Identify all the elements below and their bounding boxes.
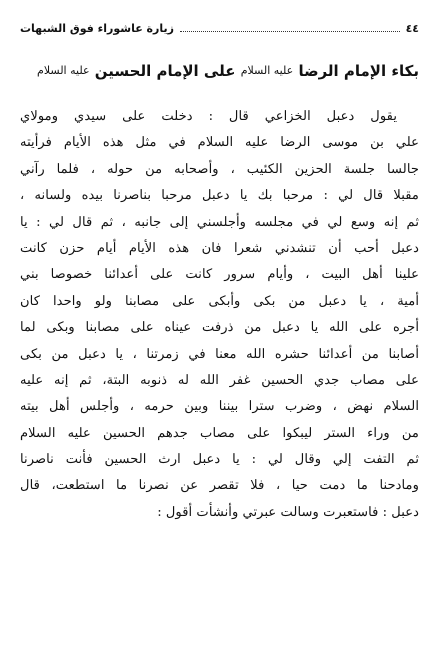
page-number: ٤٤ (405, 22, 419, 35)
heading-part-2: على الإمام الحسين (94, 62, 236, 80)
running-title: زيارة عاشوراء فوق الشبهات (20, 22, 174, 35)
text-line: يقول دعبل الخزاعي قال : دخلت على سيدي ومولاي (20, 109, 397, 124)
text-line: علينا أهل البيت ، وأيام سرور كانت على أعدائنا خصوصا بني (20, 267, 419, 283)
text-line: أجره على الله يا دعبل من ذرفت عيناه على مصابنا وبكى لما (20, 320, 419, 336)
text-line: دعبل أحب أن تنشدني شعرا فان هذه الأيام أيام حزن كانت (20, 240, 419, 256)
text-line: مقبلا قال لي : مرحبا بك يا دعبل مرحبا بناصرنا بيده ولسانه ، (20, 188, 419, 204)
text-line: ثم إنه وسع لي في مجلسه وأجلسني إلى جانبه ، ثم قال لي : يا (20, 214, 419, 230)
body-text (20, 104, 419, 526)
salutation-symbol-2: عليه السلام (37, 64, 90, 77)
text-line: من وراء الستر ليبكوا على مصاب جدهم الحسين عليه السلام (20, 425, 419, 441)
text-line: على مصاب جدي الحسين غفر الله له ذنوبه البتة، ثم إنه عليه (20, 372, 419, 388)
text-line: السلام نهض ، وضرب سترا بيننا وبين حرمه ، وأجلس أهل بيته (20, 399, 419, 415)
header-dot-leader (180, 31, 400, 32)
text-line: أصابنا من أعدائنا حشره الله معنا في زمرتنا ، يا دعبل من بكى (20, 346, 419, 362)
salutation-symbol-1: عليه السلام (240, 64, 294, 77)
text-line: ومادحنا ما دمت حيا ، فلا تقصر عن نصرنا ما استطعت، قال (20, 478, 419, 494)
text-line: أمية ، يا دعبل من بكى وأبكى على مصابنا ولو واحدا كان (20, 293, 419, 309)
text-line: جالسا جلسة الحزين الكئيب ، وأصحابه من حوله ، فلما رآني (20, 161, 419, 177)
text-line: دعبل : فاستعبرت وسالت عبرتي وأنشأت أقول : (157, 504, 419, 520)
text-line: علي بن موسى الرضا عليه السلام في مثل هذه الأيام فرأيته (20, 135, 419, 151)
section-heading (20, 62, 419, 80)
heading-part-1: بكاء الإمام الرضا (298, 62, 419, 80)
text-line: ثم التفت إلي وقال لي : يا دعبل ارث الحسين فأنت ناصرنا (20, 452, 419, 468)
running-header (20, 22, 419, 35)
